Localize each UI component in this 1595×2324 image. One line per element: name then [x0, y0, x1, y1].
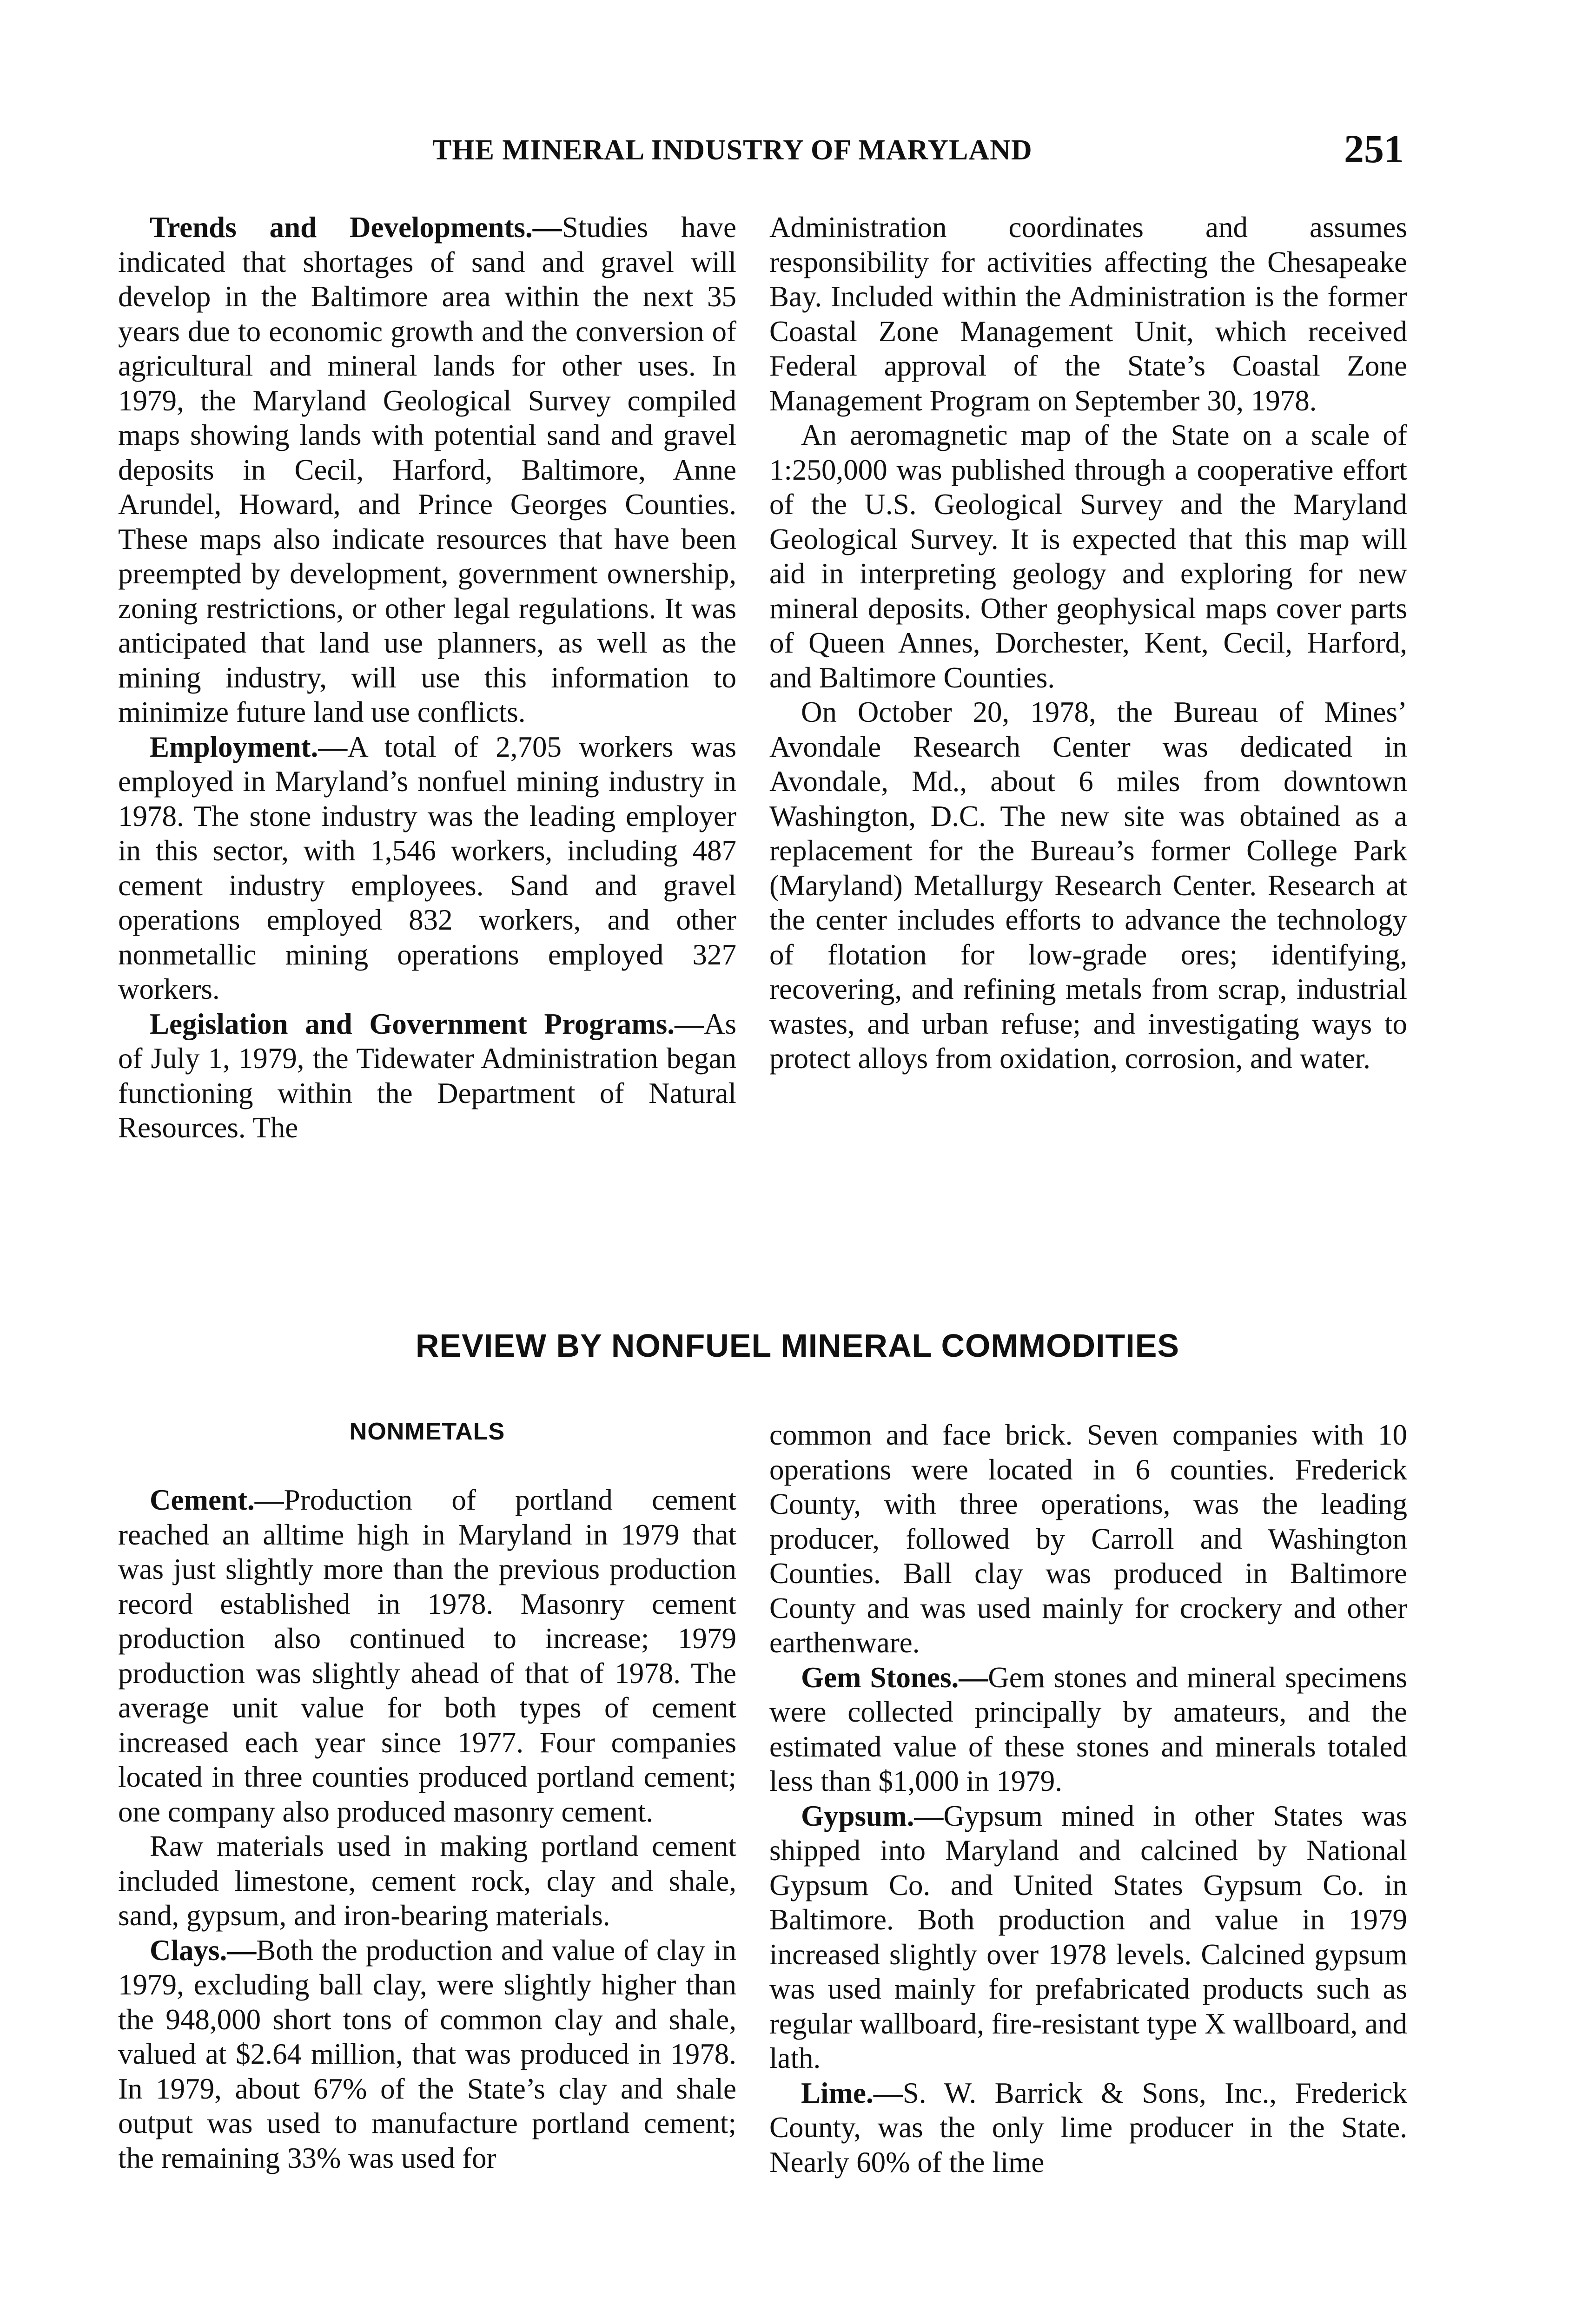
section-heading: REVIEW BY NONFUEL MINERAL COMMODITIES — [415, 1327, 1180, 1364]
paragraph-lead: Lime.— — [801, 2076, 903, 2109]
paragraph-text: A total of 2,705 workers was employed in Maryland’s nonfuel mining industry in 1978. The stone industry was the leading employer in this sector, with 1,546 workers, including 487 cement industry employees. Sand and gravel operations employed 832 workers, and other nonmetallic mining operations employed 327 workers. — [118, 730, 736, 1005]
column-top-right — [769, 210, 1407, 1076]
paragraph-clays-continued: common and face brick. Seven companies with 10 operations were located in 6 counties. Frederick County, with three operations, was the leading producer, followed by Carroll and Washington Counties. Ball clay was produced in Baltimore County and was used mainly for crockery and other earthenware. — [769, 1419, 1407, 1659]
paragraph-clays — [118, 1933, 736, 2176]
paragraph-text: As of July 1, 1979, the Tidewater Administration began functioning within the Department of Natural Resources. The — [118, 1007, 736, 1144]
paragraph-gem-stones — [769, 1660, 1407, 1799]
paragraph-legislation — [118, 1007, 736, 1145]
paragraph-lead: Employment.— — [150, 730, 348, 763]
paragraph-aeromagnetic-map: An aeromagnetic map of the State on a scale of 1:250,000 was published through a cooperative effort of the U.S. Geological Survey and the Maryland Geological Survey. It is expected that this map will aid in interpreting geology and exploring for new mineral deposits. Other geophysical maps cover parts of Queen Annes, Dorchester, Kent, Cecil, Harford, and Baltimore Counties. — [769, 419, 1407, 694]
running-title: THE MINERAL INDUSTRY OF MARYLAND — [432, 134, 1032, 166]
sub-heading-nonmetals: NONMETALS — [349, 1418, 505, 1445]
paragraph-text: Studies have indicated that shortages of sand and gravel will develop in the Baltimore area within the next 35 years due to economic growth and the conversion of agricultural and mineral lands for other uses. In 1979, the Maryland Geological Survey compiled maps showing lands with potential sand and gravel deposits in Cecil, Harford, Baltimore, Anne Arundel, Howard, and Prince Georges Counties. These maps also indicate resources that have been preempted by development, government ownership, zoning restrictions, or other legal regulations. It was anticipated that land use planners, as well as the mining industry, will use this information to minimize future land use conflicts. — [118, 211, 736, 728]
paragraph-lead: Gem Stones.— — [801, 1661, 988, 1694]
paragraph-text: Production of portland cement reached an alltime high in Maryland in 1979 that was just slightly more than the previous production record established in 1978. Masonry cement production also continued to increase; 1979 production was slightly ahead of that of 1978. The average unit value for both types of cement increased each year since 1977. Four companies located in three counties produced portland cement; one company also produced masonry cement. — [118, 1484, 736, 1828]
paragraph-lead: Legislation and Government Programs.— — [150, 1007, 704, 1040]
paragraph-raw-materials: Raw materials used in making portland cement included limestone, cement rock, clay and shale, sand, gypsum, and iron-bearing materials. — [118, 1830, 736, 1932]
paragraph-gypsum — [769, 1799, 1407, 2076]
column-bottom-left — [118, 1483, 736, 2175]
paragraph-trends — [118, 210, 736, 730]
running-header — [116, 125, 1404, 177]
paragraph-tidewater-continued: Administration coordinates and assumes responsibility for activities affecting the Chesapeake Bay. Included within the Administration is the former Coastal Zone Management Unit, which received Federal approval of the State’s Coastal Zone Management Program on September 30, 1978. — [769, 211, 1407, 417]
column-top-left — [118, 210, 736, 1145]
paragraph-text: Gypsum mined in other States was shipped into Maryland and calcined by National Gypsum Co. and United States Gypsum Co. in Baltimore. Both production and value in 1979 increased slightly over 1978 levels. Calcined gypsum was used mainly for prefabricated products such as regular wallboard, fire-resistant type X wallboard, and lath. — [769, 1799, 1407, 2074]
paragraph-lead: Trends and Developments.— — [150, 211, 562, 244]
paragraph-lead: Clays.— — [150, 1934, 257, 1967]
paragraph-text: Gem stones and mineral specimens were collected principally by amateurs, and the estimated value of these stones and minerals totaled less than $1,000 in 1979. — [769, 1661, 1407, 1797]
paragraph-text: S. W. Barrick & Sons, Inc., Frederick County, was the only lime producer in the State. Nearly 60% of the lime — [769, 2076, 1407, 2179]
column-bottom-right — [769, 1418, 1407, 2179]
paragraph-cement — [118, 1483, 736, 1829]
paragraph-lead: Cement.— — [150, 1484, 284, 1516]
paragraph-lime — [769, 2076, 1407, 2180]
paragraph-avondale-research: On October 20, 1978, the Bureau of Mines’ Avondale Research Center was dedicated in Avondale, Md., about 6 miles from downtown Washington, D.C. The new site was obtained as a replacement for the Bureau’s former College Park (Maryland) Metallurgy Research Center. Research at the center includes efforts to advance the technology of flotation for low-grade ores; identifying, recovering, and refining metals from scrap, industrial wastes, and urban refuse; and investigating ways to protect alloys from oxidation, corrosion, and water. — [769, 696, 1407, 1075]
paragraph-text: Both the production and value of clay in 1979, excluding ball clay, were slightly higher than the 948,000 short tons of common clay and shale, valued at $2.64 million, that was produced in 1978. In 1979, about 67% of the State’s clay and shale output was used to manufacture portland cement; the remaining 33% was used for — [118, 1934, 736, 2174]
page-number: 251 — [1344, 126, 1404, 171]
paragraph-employment — [118, 730, 736, 1007]
paragraph-lead: Gypsum.— — [801, 1799, 944, 1832]
